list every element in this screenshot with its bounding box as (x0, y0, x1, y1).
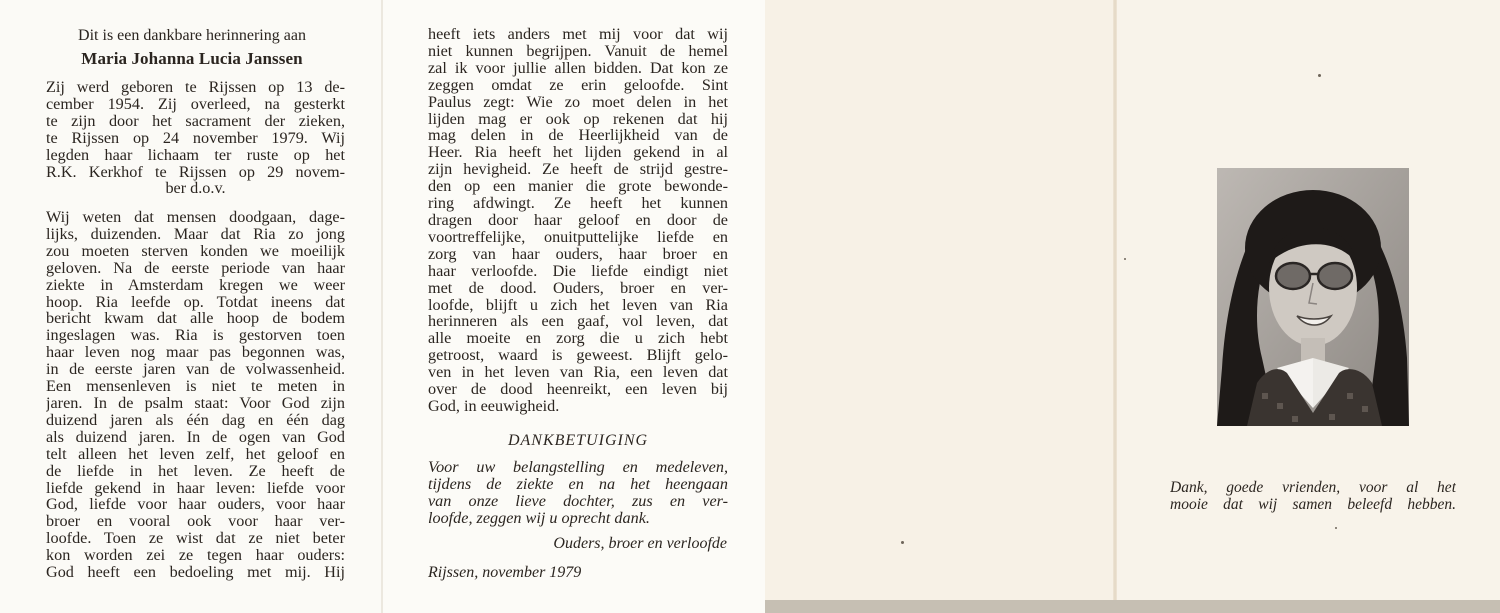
card-fold-line (1113, 0, 1117, 600)
text-line: bericht kwam dat alle hoop de bodem (46, 309, 345, 328)
text-line: alle moeite en zorg die u zich hebt (428, 329, 728, 348)
scan-background-strip (765, 600, 1500, 613)
text-line: haar leven nog maar pas begonnen was, (46, 343, 345, 362)
text-line: duizend jaren als één dag en één dag (46, 410, 345, 429)
text-line: lijks, duizenden. Maar dat Ria zo jong (46, 224, 345, 243)
text-line: met de dood. Ouders, broer en ver- (428, 278, 728, 297)
text-line: van onze lieve dochter, zus en ver- (428, 491, 728, 510)
portrait-photo-icon (1217, 168, 1409, 426)
text-line: lijden mag er ook op rekenen dat hij (428, 109, 728, 128)
text-line: getroost, waard is geweest. Blijft gelo- (428, 346, 728, 365)
thanks-paragraph (428, 459, 728, 527)
text-line: over de dood heenreikt, een leven bij (428, 380, 728, 399)
text-line: loofde, zeggen wij u oprecht dank. (428, 508, 650, 527)
text-line: Voor uw belangstelling en medeleven, (428, 459, 728, 476)
text-line: ziekte in Amsterdam kregen we weer (46, 275, 345, 294)
text-line: liefde gekend in haar leven: liefde voor (46, 478, 345, 497)
text-line: loofde. Toen ze wist dat ze niet beter (46, 529, 345, 548)
deceased-name: Maria Johanna Lucia Janssen (81, 49, 303, 68)
text-line: Zij werd geboren te Rijssen op 13 de- (46, 79, 345, 96)
text-line: ber d.o.v. (165, 179, 226, 198)
text-line: herinneren als een gaaf, vol leven, dat (428, 312, 728, 331)
paper-speck (1124, 258, 1126, 260)
text-line: zeggen omdat ze erin geloofde. Sint (428, 75, 728, 94)
text-line: God, liefde voor haar ouders, voor haar (46, 495, 345, 514)
text-line: ven in het leven van Ria, een leven dat (428, 363, 728, 382)
place-date: Rijssen, november 1979 (428, 564, 582, 581)
text-line: geloven. Na de eerste periode van haar (46, 258, 345, 277)
text-line: mooie dat wij samen beleefd hebben. (1170, 495, 1456, 513)
text-line: telt alleen het leven zelf, het geloof en (46, 444, 345, 463)
text-line: zou moeten sterven konden we moeilijk (46, 241, 345, 260)
text-line: niet kunnen begrijpen. Vanuit de hemel (428, 41, 728, 60)
blank-back-page (765, 0, 1115, 600)
text-line: tijdens de ziekte en na het heengaan (428, 474, 728, 493)
text-line: dragen door haar geloof en door de (428, 210, 728, 229)
memorial-text-part-1 (46, 209, 345, 581)
text-line: God heeft een bedoeling met mij. Hij (46, 563, 345, 581)
portrait-photo-icon (1217, 168, 1409, 426)
text-line: den op een manier die grote bewonde- (428, 177, 728, 196)
text-line: te Rijssen op 24 november 1979. Wij (46, 128, 345, 147)
text-line: zal ik voor jullie allen bidden. Dat kon ze (428, 58, 728, 77)
text-line: voortreffelijke, onuitputtelijke liefde en (428, 227, 728, 246)
text-line: jaren. In de psalm staat: Voor God zijn (46, 393, 345, 412)
text-line: ring afdwingt. Ze heeft het kunnen (428, 194, 728, 213)
thanks-heading: DANKBETUIGING (507, 432, 649, 449)
text-line: Heer. Ria heeft het lijden gekend in al (428, 143, 728, 162)
text-line: ingeslagen was. Ria is gestorven toen (46, 326, 345, 345)
text-line: Paulus zegt: Wie zo moet delen in het (428, 92, 728, 111)
text-line: kon worden zei ze tegen haar ouders: (46, 546, 345, 565)
paper-speck (1335, 527, 1337, 529)
text-line: als duizend jaren. In de ogen van God (46, 427, 345, 446)
text-line: loofde, blijft u zich het leven van Ria (428, 295, 728, 314)
paper-speck (901, 541, 904, 544)
text-line: haar verloofde. Die liefde eindigt niet (428, 261, 728, 280)
text-line: in de eerste jaren van de volwassenheid. (46, 360, 345, 379)
card-fold-line (381, 0, 383, 613)
paper-speck (1318, 74, 1321, 77)
thanks-signature: Ouders, broer en verloofde (553, 535, 727, 552)
thanks-quote (1170, 480, 1456, 514)
text-line: R.K. Kerkhof te Rijssen op 29 novem- (46, 162, 345, 181)
text-line: Wij weten dat mensen doodgaan, dage- (46, 209, 345, 226)
text-line: heeft iets anders met mij voor dat wij (428, 26, 728, 43)
text-line: hoop. Ria leefde op. Totdat ineens dat (46, 292, 345, 311)
text-line: Een mensenleven is niet te meten in (46, 377, 345, 396)
biography-paragraph (46, 79, 345, 197)
text-line: de liefde in het leven. Ze heeft de (46, 461, 345, 480)
text-line: te zijn door het sacrament der zieken, (46, 111, 345, 130)
text-line: God, in eeuwigheid. (428, 396, 560, 415)
text-line: mag delen in de Heerlijkheid van de (428, 126, 728, 145)
memorial-text-part-2 (428, 26, 728, 415)
text-line: broer en vooral ook voor haar ver- (46, 512, 345, 531)
text-line: zijn hevigheid. Ze heeft de strijd gestre- (428, 160, 728, 179)
text-line: cember 1954. Zij overleed, na gesterkt (46, 94, 345, 113)
intro-text: Dit is een dankbare herinnering aan (78, 27, 306, 44)
text-line: legden haar lichaam ter ruste op het (46, 145, 345, 164)
text-line: Dank, goede vrienden, voor al het (1170, 480, 1456, 496)
text-line: zorg van haar ouders, haar broer en (428, 244, 728, 263)
